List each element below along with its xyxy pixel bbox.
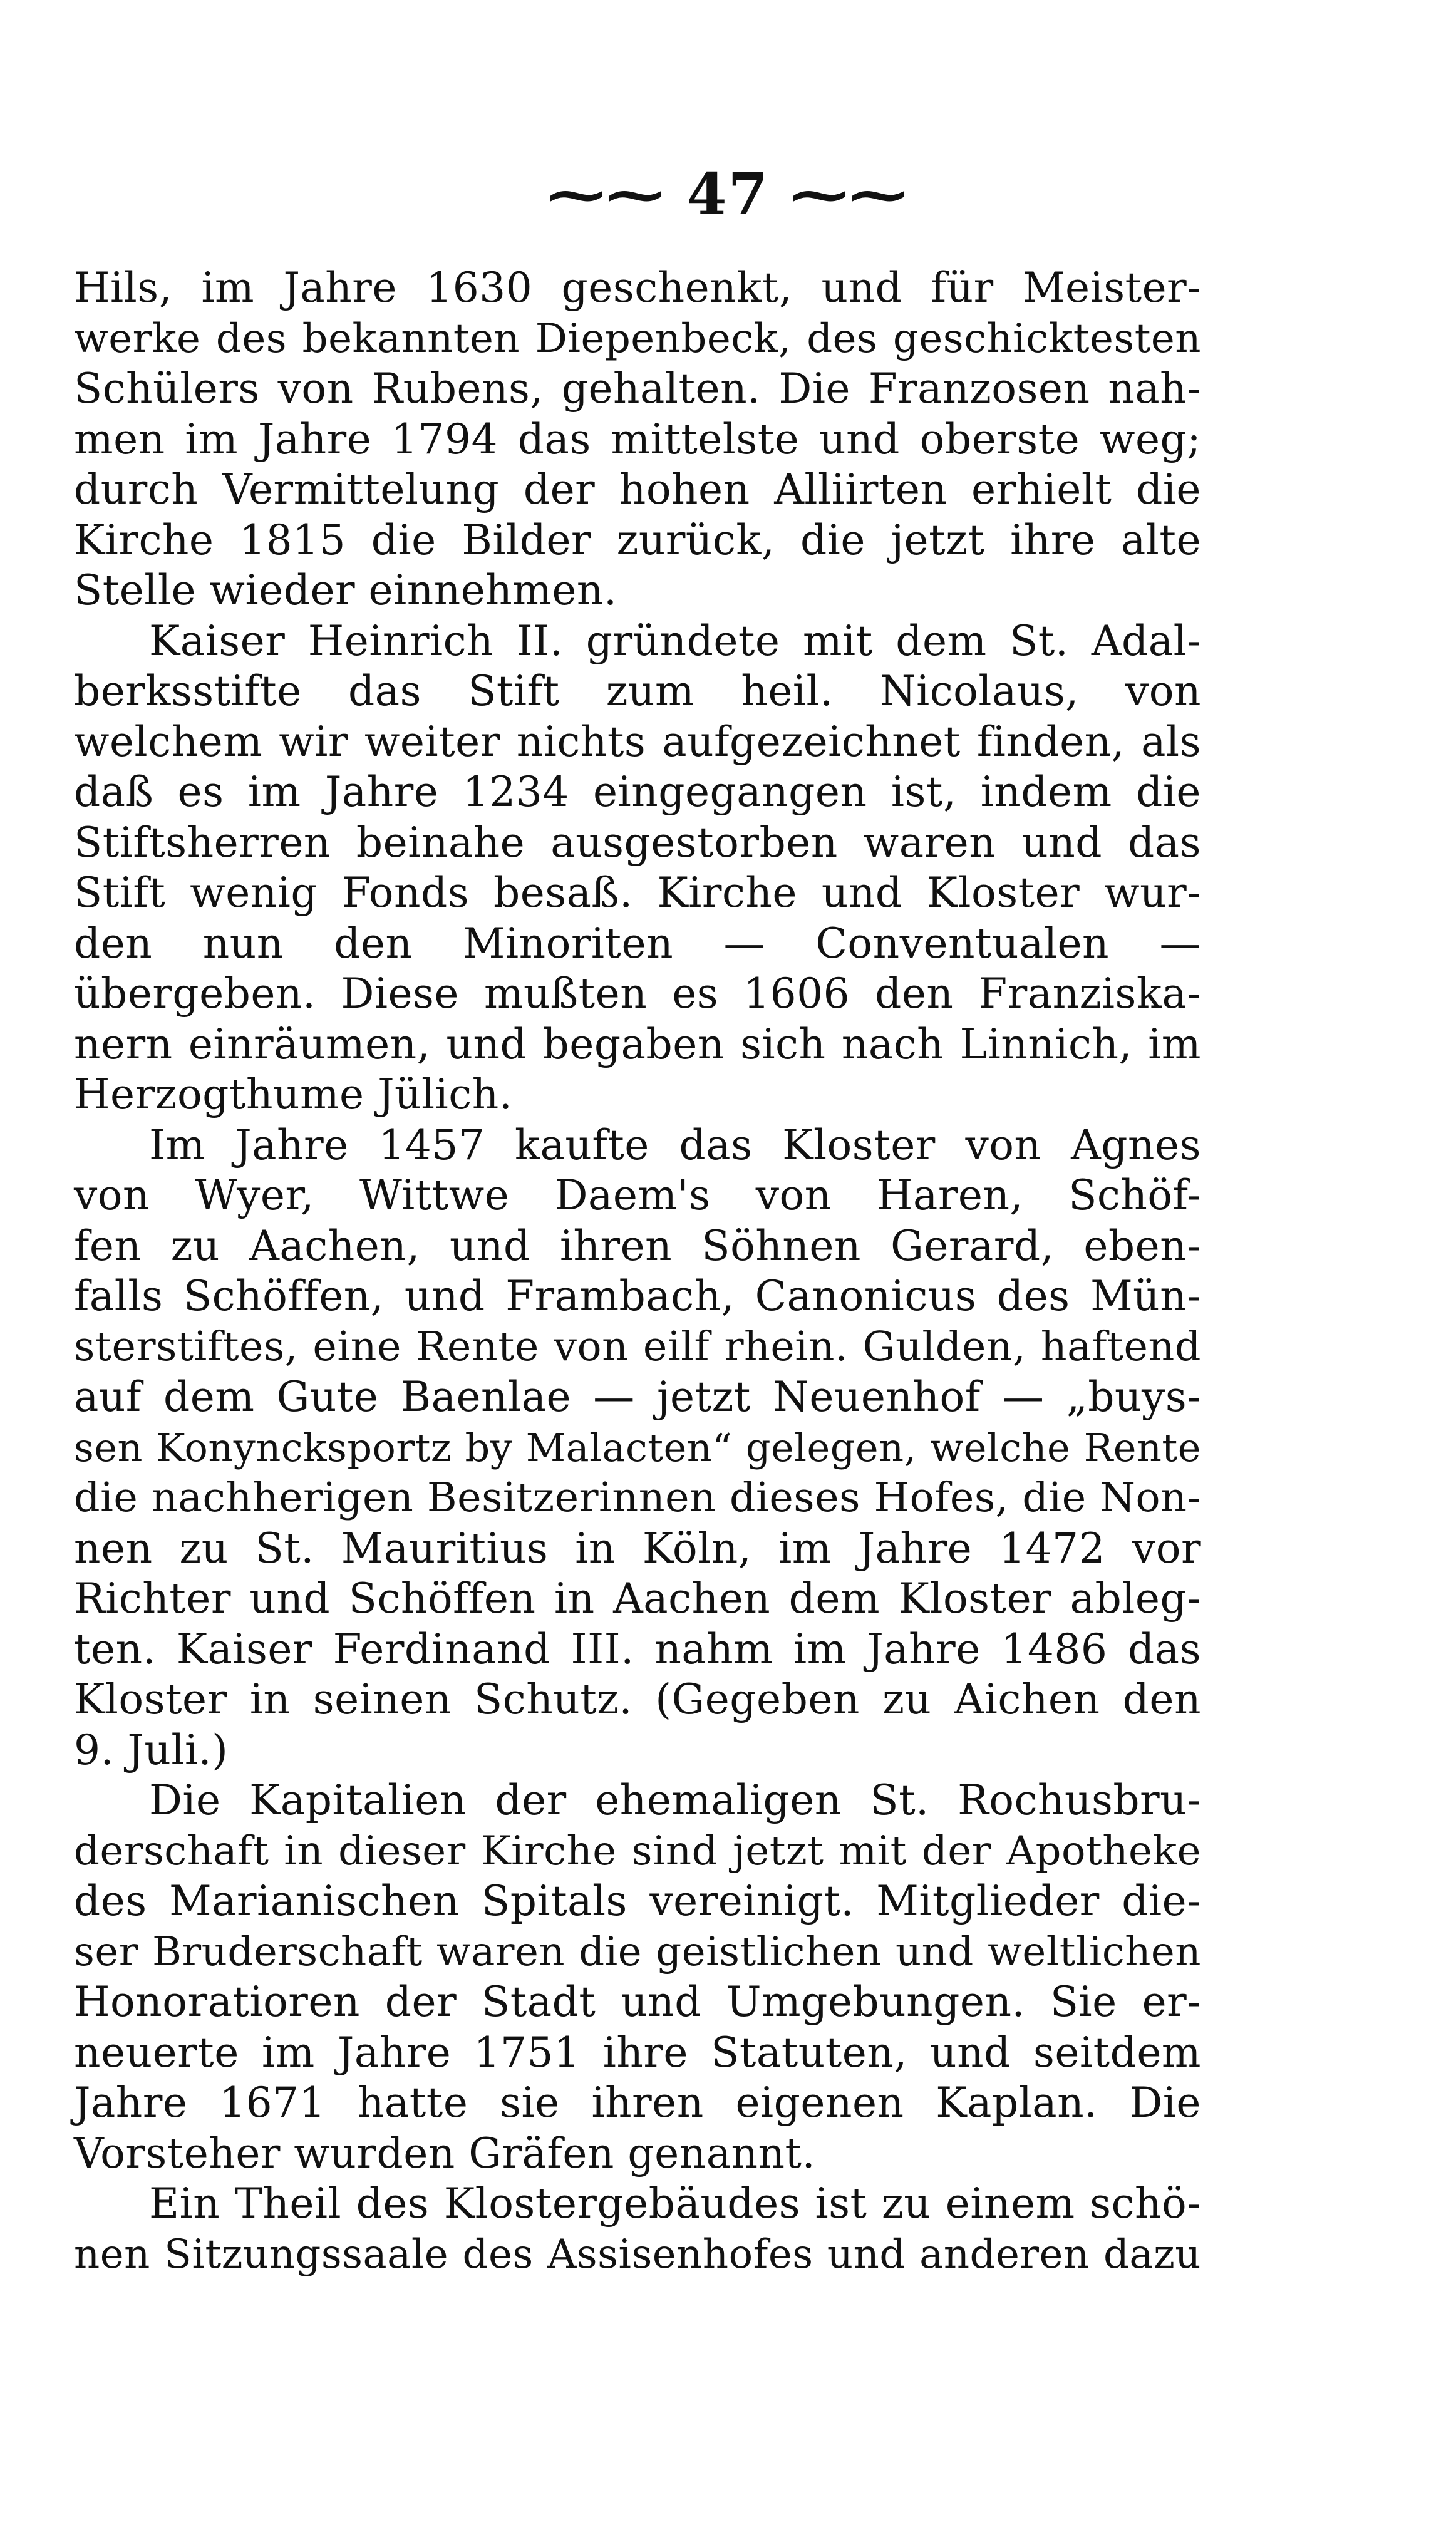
text-line: die nachherigen Besitzerinnen dieses Hofes, die Non- <box>74 1474 1201 1521</box>
text-line: Kloster in seinen Schutz. (Gegeben zu Aichen den <box>74 1675 1201 1723</box>
text-line: Die Kapitalien der ehemaligen St. Rochusbru- <box>149 1776 1201 1824</box>
text-line: des Marianischen Spitals vereinigt. Mitglieder die- <box>74 1877 1201 1925</box>
text-line: men im Jahre 1794 das mittelste und oberste weg; <box>74 415 1201 463</box>
text-line: neuerte im Jahre 1751 ihre Statuten, und seitdem <box>74 2028 1201 2077</box>
text-line: sterstiftes, eine Rente von eilf rhein. Gulden, haftend <box>74 1323 1201 1370</box>
text-line: werke des bekannten Diepenbeck, des geschicktesten <box>74 315 1201 362</box>
text-line: Herzogthume Jülich. <box>74 1070 513 1119</box>
text-line: nen Sitzungssaale des Assisenhofes und anderen dazu <box>74 2231 1201 2278</box>
text-line: Kirche 1815 die Bilder zurück, die jetzt ihre alte <box>74 515 1201 564</box>
text-line: den nun den Minoriten — Conventualen — <box>74 919 1201 968</box>
text-line: ser Bruderschaft waren die geistlichen und weltlichen <box>74 1928 1201 1975</box>
text-line: auf dem Gute Baenlae — jetzt Neuenhof — „buys- <box>74 1373 1201 1421</box>
text-line: Stift wenig Fonds besaß. Kirche und Kloster wur- <box>74 869 1201 917</box>
text-line: Jahre 1671 hatte sie ihren eigenen Kaplan. Die <box>74 2079 1201 2127</box>
text-line: übergeben. Diese mußten es 1606 den Franziska- <box>74 969 1201 1018</box>
text-line: Stiftsherren beinahe ausgestorben waren und das <box>74 818 1201 867</box>
text-line: 9. Juli.) <box>74 1725 229 1774</box>
text-line: Kaiser Heinrich II. gründete mit dem St. Adal- <box>149 616 1201 665</box>
text-line: nern einräumen, und begaben sich nach Linnich, im <box>74 1020 1201 1068</box>
body-text <box>74 263 1201 2280</box>
text-line: daß es im Jahre 1234 eingegangen ist, indem die <box>74 768 1201 816</box>
text-line: von Wyer, Wittwe Daem's von Haren, Schöf- <box>74 1171 1201 1219</box>
text-line: berksstifte das Stift zum heil. Nicolaus, von <box>74 667 1201 715</box>
text-line: welchem wir weiter nichts aufgezeichnet finden, als <box>74 717 1201 766</box>
text-line: Ein Theil des Klostergebäudes ist zu einem schö- <box>149 2179 1201 2228</box>
page-header <box>0 160 1456 229</box>
text-line: falls Schöffen, und Frambach, Canonicus des Mün- <box>74 1272 1201 1320</box>
text-line: Richter und Schöffen in Aachen dem Kloster ableg- <box>74 1574 1201 1623</box>
text-line: ten. Kaiser Ferdinand III. nahm im Jahre 1486 das <box>74 1625 1201 1673</box>
text-line: Stelle wieder einnehmen. <box>74 566 617 614</box>
text-line: Honoratioren der Stadt und Umgebungen. Sie er- <box>74 1978 1201 2026</box>
text-line: Im Jahre 1457 kaufte das Kloster von Agnes <box>149 1120 1201 1169</box>
text-line: Schülers von Rubens, gehalten. Die Franzosen nah- <box>74 364 1201 413</box>
text-line: derschaft in dieser Kirche sind jetzt mit der Apotheke <box>74 1827 1201 1874</box>
text-line: nen zu St. Mauritius in Köln, im Jahre 1472 vor <box>74 1524 1201 1573</box>
text-line: Vorsteher wurden Gräfen genannt. <box>74 2129 816 2178</box>
text-line: durch Vermittelung der hohen Alliirten erhielt die <box>74 465 1201 514</box>
page-number: ⁓⁓ 47 ⁓⁓ <box>547 160 909 228</box>
text-line: fen zu Aachen, und ihren Söhnen Gerard, eben- <box>74 1221 1201 1270</box>
text-line: Hils, im Jahre 1630 geschenkt, und für Meister- <box>74 264 1201 312</box>
text-line: sen Konyncksportz by Malacten“ gelegen, welche Rente <box>74 1424 1201 1470</box>
